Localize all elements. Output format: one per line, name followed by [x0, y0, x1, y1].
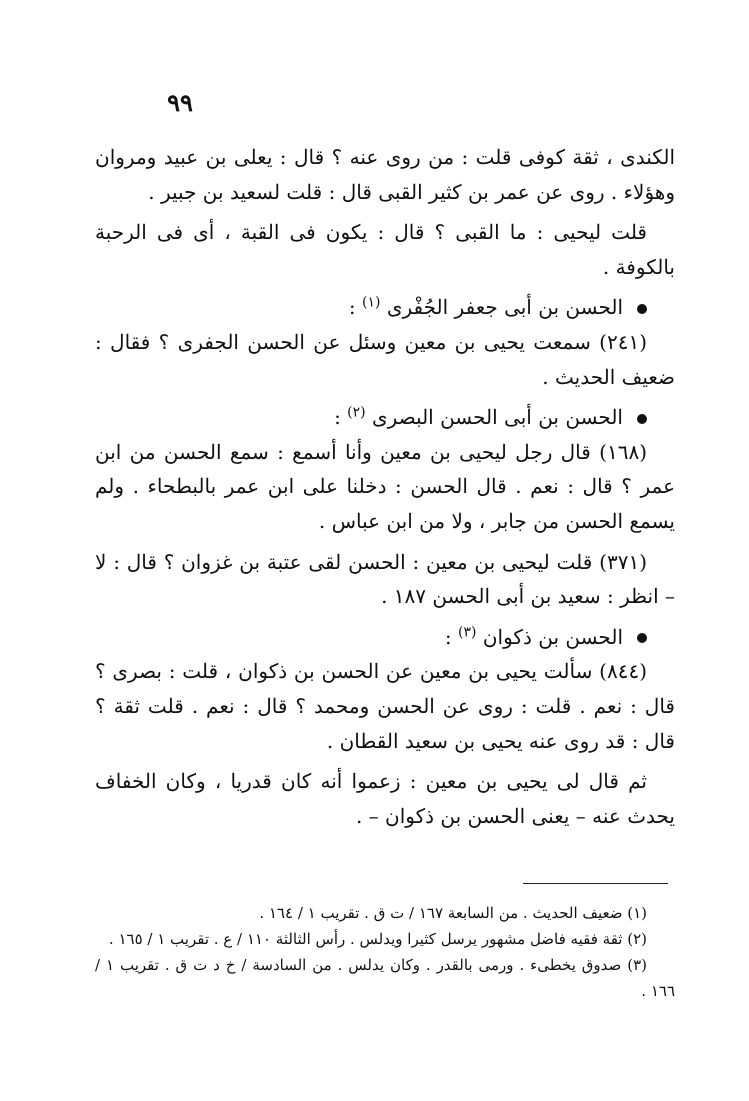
heading-colon: : [348, 295, 356, 320]
paragraph-241: (٢٤١) سمعت يحيى بن معين وسئل عن الحسن الجفرى ؟ فقال : ضعيف الحديث . [95, 329, 675, 389]
footnote-3: (٣) صدوق يخطىء . ورمى بالقدر . وكان يدلس . من السادسة / خ د ت ق . تقريب ١ / ١٦٦ . [95, 956, 675, 1000]
paragraph-qadari: ثم قال لى يحيى بن معين : زعموا أنه كان قدريا ، وكان الخفاف يحدث عنه – يعنى الحسن بن ذكوان – . [95, 769, 675, 828]
footnote-ref: (١) [362, 294, 381, 311]
paragraph-qubbi: قلت ليحيى : ما القبى ؟ قال : يكون فى القبة ، أى فى الرحبة بالكوفة . [95, 220, 675, 279]
entry-heading-dhakwan [95, 620, 675, 655]
bullet-icon [637, 414, 647, 424]
entry-heading-text: الحسن بن ذكوان [482, 624, 623, 649]
paragraph-371: (٣٧١) قلت ليحيى بن معين : الحسن لقى عتبة بن غزوان ؟ قال : لا – انظر : سعيد بن أبى الحسن ١٨٧ . [95, 549, 675, 609]
bullet-icon [637, 304, 647, 314]
footnote-1: (١) ضعيف الحديث . من السابعة ١٦٧ / ت ق . تقريب ١ / ١٦٤ . [259, 904, 647, 922]
footnote-divider [523, 883, 668, 884]
entry-heading-jufri [95, 290, 675, 325]
paragraph-continued: الكندى ، ثقة كوفى قلت : من روى عنه ؟ قال : يعلى بن عبيد ومروان وهؤلاء . روى عن عمر بن كثير القبى قال : قلت لسعيد بن جبير . [95, 145, 675, 204]
footnote-ref: (٣) [458, 624, 477, 641]
entry-heading-text: الحسن بن أبى الحسن البصرى [372, 405, 623, 430]
footnote-ref: (٢) [347, 404, 366, 421]
page-number: ٩٩ [167, 88, 193, 117]
paragraph-168: (١٦٨) قال رجل ليحيى بن معين وأنا أسمع : سمع الحسن من ابن عمر ؟ قال : نعم . قال الحسن : دخلنا على ابن عمر بالبطحاء . ولم يسمع الحسن من جابر ، ولا من ابن عباس . [95, 439, 675, 533]
footnotes [95, 900, 675, 1004]
bullet-icon [637, 633, 647, 643]
entry-heading-text: الحسن بن أبى جعفر الجُفْرى [386, 295, 623, 320]
heading-colon: : [444, 624, 452, 649]
paragraph-844: (٨٤٤) سألت يحيى بن معين عن الحسن بن ذكوان ، قلت : بصرى ؟ قال : نعم . قلت : روى عن الحسن ومحمد ؟ قال : نعم . قلت ثقة ؟ قال : قد روى عنه يحيى بن سعيد القطان . [95, 659, 675, 753]
main-text [95, 140, 675, 833]
heading-colon: : [334, 405, 341, 430]
entry-heading-basri [95, 400, 675, 435]
footnote-2: (٢) ثقة فقيه فاضل مشهور يرسل كثيرا ويدلس . رأس الثالثة ١١٠ / ع . تقريب ١ / ١٦٥ . [108, 930, 647, 948]
